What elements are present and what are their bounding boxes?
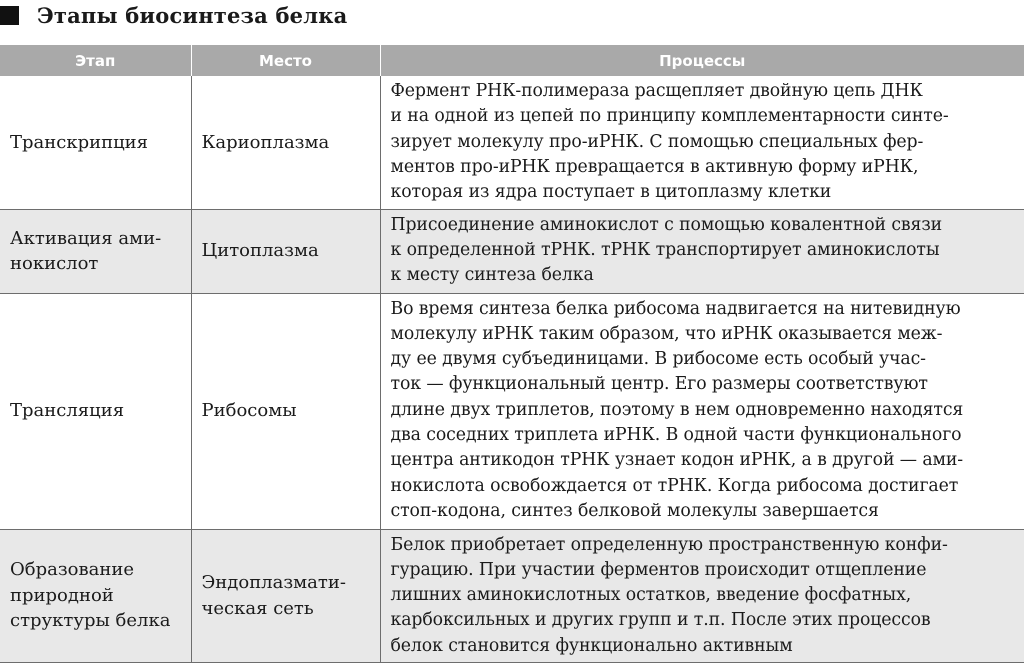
stage-text: Активация ами- bbox=[10, 227, 162, 249]
process-line: нокислота освобождается от тРНК. Когда рибосома достигает bbox=[390, 475, 959, 496]
process-line: ментов про-иРНК превращается в активную форму иРНК, bbox=[390, 156, 919, 177]
title-row bbox=[0, 0, 347, 30]
process-cell bbox=[380, 529, 1024, 662]
stage-text: Трансляция bbox=[10, 400, 125, 422]
stage-cell bbox=[0, 209, 191, 293]
process-line: ду ее двумя субъединицами. В рибосоме есть особый учас- bbox=[390, 349, 926, 370]
process-line: которая из ядра поступает в цитоплазму клетки bbox=[390, 182, 832, 203]
process-line: карбоксильных и других групп и т.п. После этих процессов bbox=[390, 610, 931, 631]
process-line: к месту синтеза белка bbox=[390, 265, 594, 286]
table-row bbox=[0, 293, 1024, 529]
stage-text: структуры белка bbox=[10, 610, 171, 632]
place-text: Эндоплазмати- bbox=[201, 572, 346, 593]
table-row bbox=[0, 529, 1024, 662]
stage-text: Транскрипция bbox=[10, 131, 149, 153]
stage-text: Образование bbox=[10, 559, 135, 581]
process-line: Во время синтеза белка рибосома надвигается на нитевидную bbox=[390, 298, 961, 319]
title-bullet-square bbox=[0, 6, 19, 25]
header-processes: Процессы bbox=[380, 45, 1024, 76]
process-line: Фермент РНК-полимераза расщепляет двойную цепь ДНК bbox=[390, 81, 923, 101]
place-text: ческая сеть bbox=[201, 597, 314, 619]
table-header-row bbox=[0, 45, 1024, 76]
process-line: ток — функциональный центр. Его размеры соответствуют bbox=[390, 374, 928, 395]
header-place: Место bbox=[191, 45, 380, 76]
place-cell bbox=[191, 529, 380, 662]
process-cell bbox=[380, 209, 1024, 293]
process-line: к определенной тРНК. тРНК транспортирует аминокислоты bbox=[390, 239, 940, 260]
page-title: Этапы биосинтеза белка bbox=[37, 2, 348, 28]
place-text: Цитоплазма bbox=[201, 240, 319, 262]
process-cell bbox=[380, 293, 1024, 529]
place-text: Кариоплазма bbox=[201, 131, 330, 153]
header-stage: Этап bbox=[0, 45, 191, 76]
process-line: два соседних триплета иРНК. В одной части функционального bbox=[390, 424, 962, 445]
place-text: Рибосомы bbox=[201, 400, 297, 422]
process-line: длине двух триплетов, поэтому в нем одновременно находятся bbox=[390, 399, 964, 420]
table-row bbox=[0, 209, 1024, 293]
stage-cell bbox=[0, 529, 191, 662]
process-line: Присоединение аминокислот с помощью ковалентной связи bbox=[390, 214, 943, 235]
process-line: центра антикодон тРНК узнает кодон иРНК, а в другой — ами- bbox=[390, 450, 964, 471]
stage-cell bbox=[0, 76, 191, 209]
process-line: Белок приобретает определенную пространственную конфи- bbox=[390, 534, 948, 555]
process-line: белок становится функционально активным bbox=[390, 635, 793, 656]
place-cell bbox=[191, 76, 380, 209]
process-line: зирует молекулу про-иРНК. С помощью специальных фер- bbox=[390, 131, 924, 152]
place-cell bbox=[191, 209, 380, 293]
process-line: гурацию. При участии ферментов происходит отщепление bbox=[390, 559, 927, 580]
process-line: стоп-кодона, синтез белковой молекулы завершается bbox=[390, 500, 879, 521]
process-line: молекулу иРНК таким образом, что иРНК оказывается меж- bbox=[390, 323, 943, 344]
process-cell bbox=[380, 76, 1024, 209]
process-line: и на одной из цепей по принципу комплементарности синте- bbox=[390, 106, 949, 127]
place-cell bbox=[191, 293, 380, 529]
stage-cell bbox=[0, 293, 191, 529]
biosynthesis-table bbox=[0, 45, 1024, 663]
stage-text: природной bbox=[10, 584, 114, 606]
table-row bbox=[0, 76, 1024, 209]
stage-text: нокислот bbox=[10, 253, 99, 274]
process-line: лишних аминокислотных остатков, введение фосфатных, bbox=[390, 585, 912, 606]
